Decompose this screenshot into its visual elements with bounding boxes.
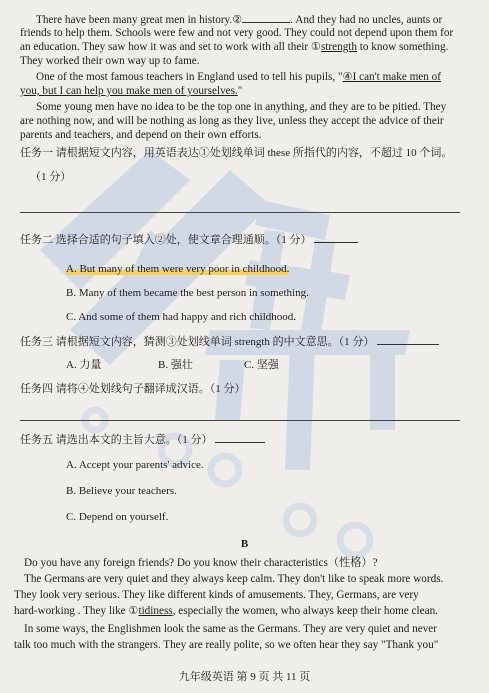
option-text: A. But many of them were very poor in childhood. xyxy=(66,263,290,275)
passage-a-line-5 xyxy=(36,70,441,84)
task-1-score: （1 分） xyxy=(30,171,72,183)
task-2-option-a[interactable] xyxy=(66,262,289,276)
text: 任务三 请根据短文内容，猜测③处划线单词 strength 的中文意思。（1 分） xyxy=(20,336,375,348)
task-5-option-a[interactable]: A. Accept your parents' advice. xyxy=(66,459,204,471)
passage-a-line-1 xyxy=(36,12,442,27)
passage-a-line-9: parents and teachers, and depend on their own efforts. xyxy=(20,129,262,141)
passage-b-line-3: They look very serious. They like different kinds of amusements. They, Germans, are very xyxy=(14,589,419,601)
text: 任务五 请选出本文的主旨大意。（1 分） xyxy=(20,434,213,446)
task-4-answer-line[interactable] xyxy=(20,420,460,421)
task-3-option-c[interactable]: C. 坚强 xyxy=(244,359,279,371)
text: . And they had no uncles, aunts or xyxy=(290,14,443,26)
text: to know something. xyxy=(357,41,449,53)
task-3-prompt xyxy=(20,334,439,349)
underlined-word-strength: strength xyxy=(320,41,357,53)
task-3-option-b[interactable]: B. 强壮 xyxy=(158,359,193,371)
blank-2 xyxy=(242,12,290,23)
text: There have been many great men in history.② xyxy=(36,14,243,26)
underlined-sentence-4-end: you, but I can help you make men of yourselves. xyxy=(20,85,238,97)
text: One of the most famous teachers in England used to tell his pupils, " xyxy=(36,71,343,83)
task-2-option-b[interactable]: B. Many of them became the best person in something. xyxy=(66,287,309,299)
task-4-prompt: 任务四 请将④处划线句子翻译成汉语。（1 分） xyxy=(20,383,246,395)
text: an education. They saw how it was and set to work with all their ① xyxy=(20,41,321,53)
task-1-answer-line[interactable] xyxy=(20,212,460,213)
passage-a-line-2: friends to help them. Schools were few and not very good. They could not depend upon them for xyxy=(20,27,454,39)
passage-b-heading: B xyxy=(240,538,249,550)
passage-b-line-5: In some ways, the Englishmen look the same as the Germans. They are very quiet and never xyxy=(24,623,437,635)
task-5-answer-blank[interactable] xyxy=(215,432,265,443)
task-1-prompt: 任务一 请根据短文内容，用英语表达①处划线单词 these 所指代的内容，不超过 10 个词。 xyxy=(20,147,453,159)
underlined-word-tidiness: tidiness xyxy=(138,605,173,617)
task-2-option-c[interactable]: C. And some of them had happy and rich childhood. xyxy=(66,311,297,323)
text: , especially the women, who always keep their home clean. xyxy=(172,605,438,617)
text: 任务二 选择合适的句子填入②处，使文章合理通顺。（1 分） xyxy=(20,234,312,246)
passage-a-line-6 xyxy=(20,84,242,98)
task-5-prompt xyxy=(20,432,265,447)
page-footer: 九年级英语 第 9 页 共 11 页 xyxy=(178,671,311,683)
text: " xyxy=(237,85,243,97)
passage-a-line-3 xyxy=(20,40,448,54)
passage-b-line-4 xyxy=(14,604,438,618)
task-3-option-a[interactable]: A. 力量 xyxy=(66,359,102,371)
passage-b-line-2: The Germans are very quiet and they always keep calm. They don't like to speak more words. xyxy=(24,573,444,585)
task-3-answer-blank[interactable] xyxy=(377,334,439,345)
task-5-option-c[interactable]: C. Depend on yourself. xyxy=(66,511,169,523)
task-2-answer-blank[interactable] xyxy=(314,232,358,243)
passage-b-line-1: Do you have any foreign friends? Do you know their characteristics（性格）? xyxy=(24,557,378,569)
passage-a-line-4: They worked their own way up to fame. xyxy=(20,55,200,67)
underlined-sentence-4: ④I can't make men of xyxy=(342,71,441,83)
task-2-prompt xyxy=(20,232,358,247)
text: hard-working . They like ① xyxy=(14,605,139,617)
passage-a-line-7: Some young men have no idea to be the top one in anything, and they are to be pitied. They xyxy=(36,101,447,113)
passage-b-line-6: talk too much with the strangers. They are really polite, so we often hear they say "Thank you" xyxy=(14,639,439,651)
passage-a-line-8: are nothing now, and will be nothing as long as they live, unless they accept the advice of their xyxy=(20,115,444,127)
task-5-option-b[interactable]: B. Believe your teachers. xyxy=(66,485,177,497)
